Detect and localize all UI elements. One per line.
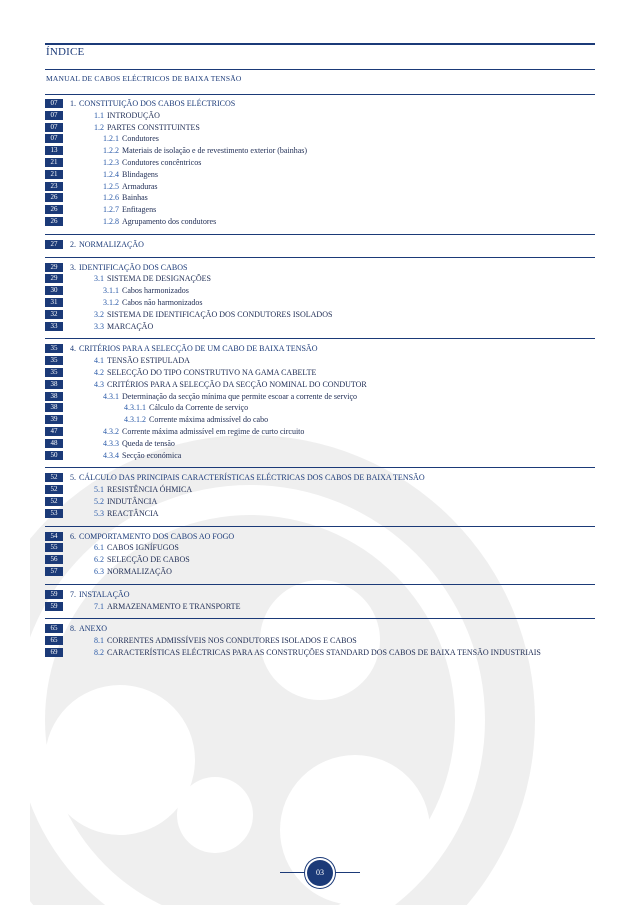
- toc-entry[interactable]: [0, 497, 600, 507]
- toc-section-title: INDUTÂNCIA: [107, 497, 158, 506]
- toc-page-number: 27: [45, 240, 63, 249]
- toc-section-number: 3.1: [94, 274, 104, 284]
- toc-entry[interactable]: [0, 473, 600, 483]
- toc-section-title: SISTEMA DE DESIGNAÇÕES: [107, 274, 212, 284]
- toc-entry-label: [103, 205, 156, 215]
- toc-entry-label: [94, 636, 357, 646]
- toc-entry-label: [103, 427, 304, 437]
- toc-entry-label: [94, 111, 160, 121]
- toc-entry[interactable]: [0, 123, 600, 133]
- toc-entry[interactable]: [0, 451, 600, 461]
- toc-entry[interactable]: [0, 602, 600, 612]
- toc-page-number: 47: [45, 427, 63, 436]
- toc-page-number: 26: [45, 205, 63, 214]
- toc-page-number: 48: [45, 439, 63, 448]
- toc-section-number: 6.1: [94, 543, 104, 553]
- toc-entry-label: [103, 439, 175, 449]
- toc-entry[interactable]: [0, 590, 600, 600]
- toc-section-number: 1.2.5: [103, 181, 119, 191]
- page-number-badge: 03: [307, 860, 333, 886]
- toc-section-title: Secção económica: [122, 450, 182, 460]
- toc-section-title: Cabos não harmonizados: [122, 298, 203, 307]
- section-divider: [45, 618, 595, 619]
- toc-entry-label: [94, 368, 316, 378]
- toc-entry[interactable]: [0, 555, 600, 565]
- toc-entry[interactable]: [0, 158, 600, 168]
- toc-entry[interactable]: [0, 624, 600, 634]
- toc-entry-label: [103, 193, 148, 203]
- toc-section-title: Cabos harmonizados: [122, 286, 189, 296]
- toc-section-title: TENSÃO ESTIPULADA: [107, 356, 190, 366]
- toc-section-number: 4.3.2: [103, 427, 119, 436]
- toc-entry[interactable]: [0, 344, 600, 354]
- toc-entry[interactable]: [0, 111, 600, 121]
- toc-section-number: 8.: [70, 624, 76, 634]
- toc-entry-label: [94, 380, 367, 390]
- toc-section-number: 5.2: [94, 497, 104, 506]
- page-title: ÍNDICE: [46, 46, 85, 58]
- section-divider: [45, 467, 595, 468]
- toc-page-number: 56: [45, 555, 63, 564]
- toc-section-number: 3.3: [94, 321, 104, 331]
- toc-page-number: 21: [45, 170, 63, 179]
- toc-entry-label: [103, 158, 201, 168]
- toc-entry[interactable]: [0, 509, 600, 519]
- toc-section-number: 1.2.8: [103, 217, 119, 226]
- toc-page-number: 54: [45, 532, 63, 541]
- toc-section-number: 4.3.1.1: [124, 403, 146, 413]
- toc-entry[interactable]: [0, 298, 600, 308]
- toc-section-number: 4.3.4: [103, 450, 119, 460]
- toc-entry[interactable]: [0, 286, 600, 296]
- toc-section-number: 1.2.2: [103, 146, 119, 156]
- toc-section-title: SELECÇÃO DE CABOS: [107, 555, 190, 565]
- toc-section-number: 4.: [70, 344, 76, 354]
- toc-section-title: Materiais de isolação e de revestimento exterior (bainhas): [122, 146, 308, 156]
- toc-section-number: 3.: [70, 262, 76, 272]
- toc-section-number: 4.1: [94, 356, 104, 366]
- toc-section-number: 4.3.1: [103, 391, 119, 401]
- toc-entry[interactable]: [0, 392, 600, 402]
- toc-entry-label: [94, 509, 159, 519]
- toc-section-number: 6.2: [94, 555, 104, 565]
- toc-entry-label: [70, 473, 425, 483]
- toc-section-number: 4.2: [94, 368, 104, 377]
- toc-entry-label: [70, 590, 129, 600]
- toc-entry[interactable]: [0, 240, 600, 250]
- toc-entry-label: [94, 274, 211, 284]
- toc-page-number: 52: [45, 485, 63, 494]
- toc-entry-label: [103, 298, 202, 308]
- toc-entry-label: [70, 624, 107, 634]
- toc-entry-label: [94, 567, 172, 577]
- toc-section-title: Condutores: [122, 134, 159, 144]
- toc-page-number: 35: [45, 344, 63, 353]
- toc-page-number: 69: [45, 648, 63, 657]
- toc-section-title: Determinação da secção mínima que permite escoar a corrente de serviço: [122, 391, 357, 401]
- toc-section-number: 1.2.7: [103, 205, 119, 215]
- toc-section-title: NORMALIZAÇÃO: [107, 567, 172, 576]
- toc-entry[interactable]: [0, 274, 600, 284]
- toc-section-number: 1.2.4: [103, 169, 119, 179]
- toc-entry[interactable]: [0, 193, 600, 203]
- toc-entry[interactable]: [0, 263, 600, 273]
- toc-section-title: CRITÉRIOS PARA A SELECÇÃO DA SECÇÃO NOMINAL DO CONDUTOR: [107, 379, 367, 389]
- toc-entry-label: [70, 240, 144, 250]
- toc-section-number: 3.1.1: [103, 286, 119, 296]
- section-divider: [45, 584, 595, 585]
- toc-section-title: SISTEMA DE IDENTIFICAÇÃO DOS CONDUTORES ISOLADOS: [107, 309, 333, 319]
- toc-section-title: RESISTÊNCIA ÓHMICA: [107, 485, 193, 495]
- toc-page-number: 30: [45, 286, 63, 295]
- toc-page-number: 33: [45, 322, 63, 331]
- toc-section-title: Blindagens: [122, 169, 158, 179]
- toc-entry[interactable]: [0, 380, 600, 390]
- toc-page-number: 50: [45, 451, 63, 460]
- toc-entry[interactable]: [0, 403, 600, 413]
- toc-section-title: Bainhas: [122, 193, 148, 203]
- toc-entry-label: [94, 485, 192, 495]
- toc-section-number: 3.1.2: [103, 298, 119, 307]
- toc-page-number: 38: [45, 380, 63, 389]
- section-divider: [45, 526, 595, 527]
- toc-section-title: INTRODUÇÃO: [107, 110, 160, 120]
- top-rule: [45, 43, 595, 45]
- toc-entry[interactable]: [0, 356, 600, 366]
- toc-entry[interactable]: [0, 532, 600, 542]
- toc-section-title: REACTÂNCIA: [107, 508, 159, 518]
- toc-section-title: CORRENTES ADMISSÍVEIS NOS CONDUTORES ISOLADOS E CABOS: [107, 636, 357, 646]
- toc-section-title: CARACTERÍSTICAS ELÉCTRICAS PARA AS CONSTRUÇÕES STANDARD DOS CABOS DE BAIXA TENSÃO INDUSTRIAIS: [107, 648, 541, 657]
- toc-section-title: Cálculo da Corrente de serviço: [149, 403, 249, 413]
- toc-section-number: 7.: [70, 589, 76, 599]
- toc-section-number: 4.3.3: [103, 438, 119, 448]
- toc-entry-label: [103, 217, 216, 227]
- toc-section-number: 1.2: [94, 122, 104, 132]
- subtitle-rule: [45, 94, 595, 95]
- toc-section-number: 4.3.1.2: [124, 415, 146, 425]
- title-rule: [45, 69, 595, 70]
- toc-page-number: 53: [45, 509, 63, 518]
- toc-entry-label: [70, 532, 234, 542]
- toc-section-number: 3.2: [94, 309, 104, 319]
- toc-page-number: 26: [45, 217, 63, 226]
- toc-entry[interactable]: [0, 648, 600, 658]
- section-divider: [45, 234, 595, 235]
- toc-section-title: COMPORTAMENTO DOS CABOS AO FOGO: [79, 531, 235, 541]
- toc-section-number: 5.: [70, 473, 76, 483]
- section-divider: [45, 338, 595, 339]
- toc-entry-label: [103, 286, 189, 296]
- toc-entry[interactable]: [0, 427, 600, 437]
- toc-entry[interactable]: [0, 310, 600, 320]
- toc-section-number: 2.: [70, 239, 76, 249]
- toc-section-number: 5.1: [94, 485, 104, 495]
- toc-section-number: 5.3: [94, 508, 104, 518]
- toc-page-number: 52: [45, 473, 63, 482]
- toc-entry-label: [94, 497, 157, 507]
- toc-entry-label: [94, 322, 153, 332]
- toc-entry-label: [103, 170, 158, 180]
- toc-section-title: Corrente máxima admissível em regime de curto circuito: [122, 427, 305, 436]
- toc-section-title: SELECÇÃO DO TIPO CONSTRUTIVO NA GAMA CABELTE: [107, 368, 317, 377]
- toc-section-number: 1.2.6: [103, 193, 119, 203]
- toc-section-number: 1.2.3: [103, 158, 119, 167]
- toc-page-number: 59: [45, 602, 63, 611]
- toc-entry-label: [70, 344, 317, 354]
- toc-page-number: 38: [45, 403, 63, 412]
- toc-entry[interactable]: [0, 368, 600, 378]
- toc-section-title: CÁLCULO DAS PRINCIPAIS CARACTERÍSTICAS ELÉCTRICAS DOS CABOS DE BAIXA TENSÃO: [79, 473, 425, 483]
- toc-page-number: 13: [45, 146, 63, 155]
- toc-entry[interactable]: [0, 543, 600, 553]
- toc-page-number: 65: [45, 624, 63, 633]
- toc-page-number: 35: [45, 368, 63, 377]
- toc-page-number: 55: [45, 543, 63, 552]
- toc-section-title: PARTES CONSTITUINTES: [107, 122, 200, 132]
- toc-section-number: 6.: [70, 531, 76, 541]
- toc-entry-label: [94, 648, 541, 658]
- toc-page-number: 59: [45, 590, 63, 599]
- toc-section-title: CRITÉRIOS PARA A SELECÇÃO DE UM CABO DE BAIXA TENSÃO: [79, 344, 318, 354]
- toc-section-number: 1.2.1: [103, 134, 119, 144]
- toc-entry-label: [94, 356, 190, 366]
- toc-entry-label: [103, 134, 159, 144]
- toc-page-number: 23: [45, 182, 63, 191]
- toc-entry-label: [94, 123, 200, 133]
- toc-section-title: Queda de tensão: [122, 438, 175, 448]
- document-subtitle: MANUAL DE CABOS ELÉCTRICOS DE BAIXA TENSÃO: [46, 74, 242, 83]
- toc-entry[interactable]: [0, 217, 600, 227]
- toc-section-number: 7.1: [94, 601, 104, 611]
- toc-section-title: IDENTIFICAÇÃO DOS CABOS: [79, 262, 188, 272]
- toc-entry-label: [94, 543, 179, 553]
- toc-entry-label: [124, 403, 248, 413]
- toc-page-number: 26: [45, 193, 63, 202]
- toc-page-number: 52: [45, 497, 63, 506]
- toc-entry[interactable]: [0, 439, 600, 449]
- toc-entry[interactable]: [0, 322, 600, 332]
- toc-entry-label: [94, 555, 190, 565]
- toc-page-number: 07: [45, 134, 63, 143]
- toc-page-number: 31: [45, 298, 63, 307]
- toc-page-number: 07: [45, 99, 63, 108]
- toc-entry-label: [103, 392, 357, 402]
- toc-entry[interactable]: [0, 146, 600, 156]
- toc-section-title: Condutores concêntricos: [122, 158, 202, 167]
- toc-section-number: 6.3: [94, 567, 104, 576]
- toc-section-title: Enfitagens: [122, 205, 157, 215]
- toc-entry-label: [70, 263, 187, 273]
- toc-page-number: 21: [45, 158, 63, 167]
- toc-entry-label: [124, 415, 268, 425]
- toc-section-title: NORMALIZAÇÃO: [79, 239, 144, 249]
- toc-entry[interactable]: [0, 567, 600, 577]
- toc-section-number: 1.: [70, 99, 76, 108]
- toc-entry[interactable]: [0, 99, 600, 109]
- toc-page-number: 07: [45, 123, 63, 132]
- toc-section-title: CONSTITUIÇÃO DOS CABOS ELÉCTRICOS: [79, 99, 236, 108]
- toc-page-number: 32: [45, 310, 63, 319]
- toc-section-title: ANEXO: [79, 624, 107, 634]
- toc-entry[interactable]: [0, 182, 600, 192]
- toc-section-number: 4.3: [94, 379, 104, 389]
- toc-section-number: 8.1: [94, 636, 104, 646]
- toc-section-number: 8.2: [94, 648, 104, 657]
- toc-page-number: 29: [45, 274, 63, 283]
- toc-page-number: 57: [45, 567, 63, 576]
- toc-section-title: CABOS IGNÍFUGOS: [107, 543, 179, 553]
- toc-entry[interactable]: [0, 134, 600, 144]
- toc-section-title: ARMAZENAMENTO E TRANSPORTE: [107, 601, 241, 611]
- toc-section-title: MARCAÇÃO: [107, 321, 154, 331]
- toc-entry-label: [103, 146, 307, 156]
- toc-entry[interactable]: [0, 205, 600, 215]
- toc-section-title: INSTALAÇÃO: [79, 589, 130, 599]
- toc-section-title: Agrupamento dos condutores: [122, 217, 217, 226]
- toc-entry-label: [70, 99, 235, 109]
- toc-page-number: 65: [45, 636, 63, 645]
- toc-section-title: Armaduras: [122, 181, 158, 191]
- toc-section-title: Corrente máxima admissível do cabo: [149, 415, 269, 425]
- toc-entry-label: [94, 310, 332, 320]
- toc-entry[interactable]: [0, 170, 600, 180]
- section-divider: [45, 257, 595, 258]
- toc-entry[interactable]: [0, 415, 600, 425]
- toc-entry-label: [103, 182, 158, 192]
- toc-page-number: 29: [45, 263, 63, 272]
- toc-entry-label: [103, 451, 181, 461]
- toc-page-number: 07: [45, 111, 63, 120]
- toc-page-number: 38: [45, 392, 63, 401]
- toc-entry-label: [94, 602, 240, 612]
- toc-entry[interactable]: [0, 485, 600, 495]
- toc-section-number: 1.1: [94, 110, 104, 120]
- toc-entry[interactable]: [0, 636, 600, 646]
- toc-page-number: 35: [45, 356, 63, 365]
- toc-page-number: 39: [45, 415, 63, 424]
